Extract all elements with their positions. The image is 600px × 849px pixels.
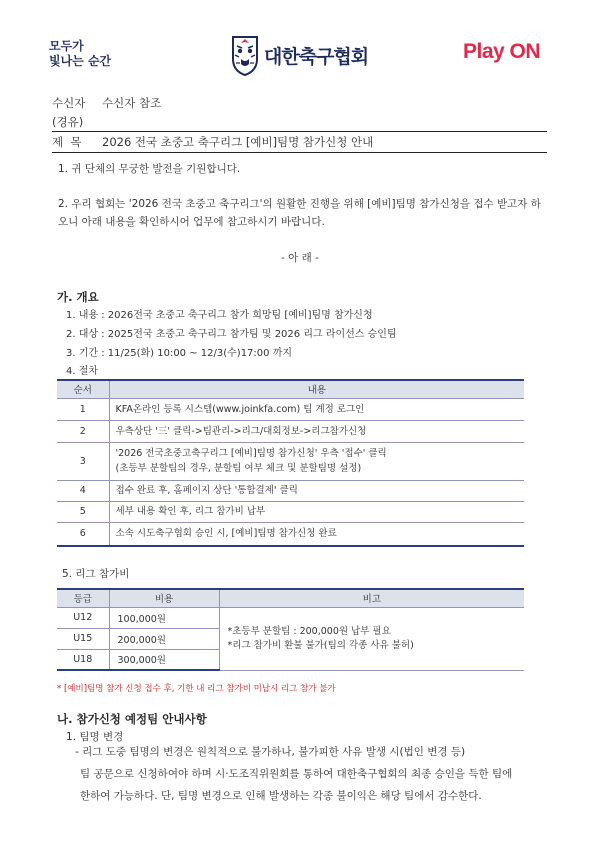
fee-remark-1: *초등부 분할팀 : 200,000원 납부 필요 (227, 625, 391, 637)
step-text: 세부 내용 확인 후, 리그 참가비 납부 (109, 501, 524, 522)
step-text-line-2: (초등부 분할팀의 경우, 분할팀 여부 체크 및 분할팀명 설정) (115, 463, 362, 474)
recipient-row (52, 95, 161, 111)
table-row (57, 607, 524, 628)
fee-cost: 300,000원 (109, 649, 219, 670)
step-number: 1 (57, 398, 109, 420)
kfa-logo (230, 32, 368, 78)
table-row (57, 398, 524, 420)
step-number: 5 (57, 501, 109, 522)
procedure-header-row (57, 380, 524, 398)
col-header-order: 순서 (57, 380, 109, 398)
slogan (49, 39, 149, 69)
slogan-line-2: 빛나는 순간 (49, 54, 112, 68)
slogan-line-1: 모두가 (49, 39, 84, 53)
paragraph-2: 2. 우리 협회는 '2026 전국 초중고 축구리그'의 원활한 진행을 위해 [예비]팀명 참가신청을 접수 받고자 하오니 아래 내용을 확인하시어 업무에 참고하시기 바랍니다. (58, 198, 541, 228)
overview-item-4: 4. 절차 (66, 366, 99, 377)
kfa-tiger-emblem-icon (230, 33, 260, 77)
fee-table (57, 588, 524, 671)
fee-warning-note: * [예비]팀명 참가 신청 접수 후, 기한 내 리그 참가비 미납시 리그 참가 불가 (57, 684, 336, 694)
step-text: 접수 완료 후, 홈페이지 상단 '통합결제' 클릭 (109, 480, 524, 501)
step-text-line-1: '2026 전국초중고축구리그 [예비]팀명 참가신청' 우측 '접수' 클릭 (115, 448, 387, 459)
step-number: 2 (57, 420, 109, 442)
fee-grade: U15 (57, 628, 109, 649)
playon-logo: Play ON (463, 40, 541, 63)
table-row (57, 480, 524, 501)
na-line-3: 한하여 가능하다. 단, 팀명 변경으로 인해 발생하는 각종 불이익은 해당 팀에서 감수한다. (80, 790, 482, 802)
step-number: 4 (57, 480, 109, 501)
subject-label: 제 목 (52, 135, 82, 149)
fee-grade: U18 (57, 649, 109, 670)
section-na-title: 나. 참가신청 예정팀 안내사항 (57, 712, 207, 726)
procedure-table (57, 379, 524, 547)
step-text: 소속 시도축구협회 승인 시, [예비]팀명 참가신청 완료 (109, 522, 524, 546)
letterhead (0, 0, 600, 92)
overview-item-1: 1. 내용 : 2026전국 초중고 축구리그 참가 희망팀 [예비]팀명 참가신청 (66, 310, 373, 321)
paragraph-1: 1. 귀 단체의 무궁한 발전을 기원합니다. (58, 163, 241, 175)
fee-remark (219, 607, 524, 670)
overview-item-3: 3. 기간 : 11/25(화) 10:00 ~ 12/3(수)17:00 까지 (66, 348, 293, 359)
recipient-label: 수신자 (52, 96, 86, 110)
col-header-content: 내용 (109, 380, 524, 398)
na-line-1: - 리그 도중 팀명의 변경은 원칙적으로 불가하나, 불가피한 사유 발생 시(법인 변경 등) (75, 746, 466, 758)
table-row (57, 420, 524, 442)
fee-grade: U12 (57, 607, 109, 628)
via-row (52, 114, 83, 130)
table-row (57, 442, 524, 480)
subject-row (52, 134, 373, 150)
na-item-1: 1. 팀명 변경 (66, 731, 124, 743)
step-number: 6 (57, 522, 109, 546)
fee-title: 5. 리그 참가비 (62, 568, 130, 580)
step-text: KFA온라인 등록 시스템(www.joinkfa.com) 팀 계정 로그인 (109, 398, 524, 420)
via-label: (경유) (52, 115, 84, 129)
table-row (57, 522, 524, 546)
subject-value: 2026 전국 초중고 축구리그 [예비]팀명 참가신청 안내 (102, 135, 374, 149)
fee-cost: 200,000원 (109, 628, 219, 649)
col-header-grade: 등급 (57, 589, 109, 607)
below-marker: - 아 래 - (281, 252, 319, 264)
step-text: 우측상단 '三' 클릭->팀관리->리그/대회정보->리그참가신청 (109, 420, 524, 442)
fee-header-row (57, 589, 524, 607)
recipient-value: 수신자 참조 (102, 96, 162, 110)
fee-cost: 100,000원 (109, 607, 219, 628)
col-header-cost: 비용 (109, 589, 219, 607)
meta-divider-top (52, 131, 547, 132)
col-header-remark: 비고 (219, 589, 524, 607)
step-text (109, 442, 524, 480)
meta-divider-bottom (52, 152, 547, 153)
section-ga-title: 가. 개요 (57, 290, 99, 304)
fee-remark-2: *리그 참가비 환불 불가(팀의 각종 사유 불허) (227, 639, 414, 651)
table-row (57, 501, 524, 522)
na-line-2: 팀 공문으로 신청하여야 하며 시·도조직위원회를 통하여 대한축구협회의 최종 승인을 득한 팀에 (80, 768, 513, 780)
org-name: 대한축구협회 (264, 45, 369, 68)
step-number: 3 (57, 442, 109, 480)
overview-item-2: 2. 대상 : 2025전국 초중고 축구리그 참가팀 및 2026 리그 라이선스 승인팀 (66, 329, 397, 340)
